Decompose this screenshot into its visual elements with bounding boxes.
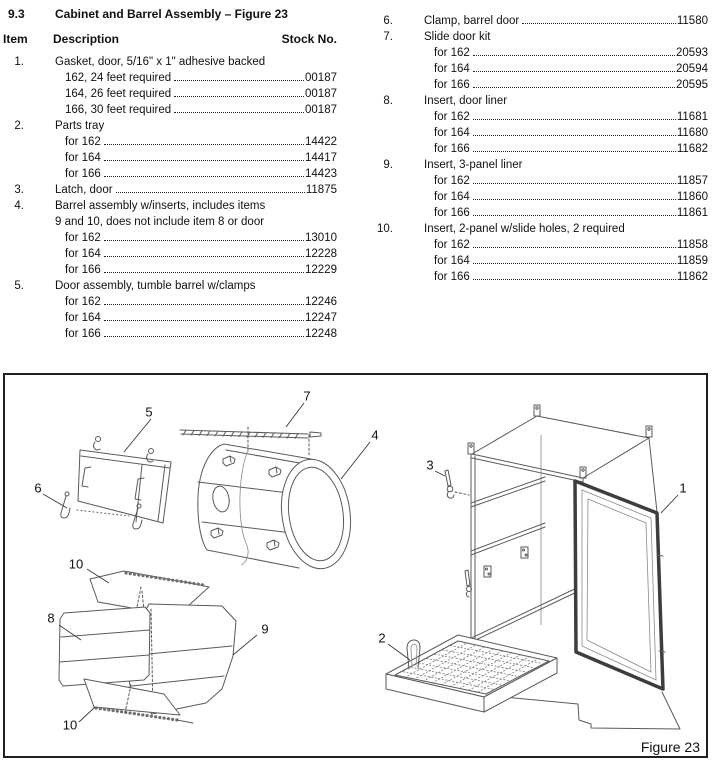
item-number [3, 134, 24, 150]
door-latch-drawing [445, 470, 469, 498]
item-number [3, 86, 24, 102]
parts-row-body [434, 125, 708, 141]
page-title: Cabinet and Barrel Assembly – Figure 23 [55, 7, 288, 21]
parts-row-body [424, 29, 708, 45]
dot-leader [522, 23, 676, 24]
parts-row-body [434, 141, 708, 157]
dot-leader [174, 80, 304, 81]
parts-row [3, 102, 337, 118]
item-number [3, 214, 24, 230]
dot-leader [473, 215, 676, 216]
stock-number: 12248 [305, 328, 337, 340]
stock-number: 11680 [676, 127, 708, 139]
dot-leader [473, 183, 676, 184]
parts-row [360, 253, 708, 269]
exploded-view-drawing [5, 375, 706, 756]
parts-row [3, 134, 337, 150]
item-number [360, 269, 393, 285]
parts-row-body [55, 118, 337, 134]
parts-row [3, 118, 337, 134]
wall-rails-drawing [471, 477, 545, 555]
dot-leader [174, 96, 304, 97]
item-number [360, 253, 393, 269]
cabinet-door-drawing [575, 481, 665, 689]
parts-rows-right [360, 13, 708, 285]
parts-row [3, 214, 337, 230]
parts-row-body [434, 237, 708, 253]
item-number [360, 45, 393, 61]
item-number [360, 205, 393, 221]
stock-number: 20593 [676, 47, 708, 59]
item-number [360, 125, 393, 141]
part-description: for 164 [434, 191, 470, 203]
parts-row-body [55, 182, 337, 198]
callout-10-top: 10 [68, 556, 84, 572]
parts-row [3, 54, 337, 70]
parts-row [3, 182, 337, 198]
item-number [3, 310, 24, 326]
parts-row-body [434, 173, 708, 189]
parts-row-body [434, 189, 708, 205]
parts-row-body [434, 61, 708, 77]
parts-row-body [65, 150, 337, 166]
item-number [360, 173, 393, 189]
dot-leader [473, 151, 676, 152]
parts-row-body [65, 134, 337, 150]
part-description: Barrel assembly w/inserts, includes items [55, 200, 266, 212]
parts-row-body [65, 294, 337, 310]
item-number [360, 189, 393, 205]
parts-row [3, 230, 337, 246]
parts-row-body [65, 230, 337, 246]
parts-row-body [65, 86, 337, 102]
parts-row [360, 189, 708, 205]
parts-row [3, 198, 337, 214]
parts-row [360, 45, 708, 61]
dot-leader [473, 263, 676, 264]
part-description: for 162 [434, 175, 470, 187]
parts-row [360, 173, 708, 189]
parts-row-body [65, 262, 337, 278]
part-description: for 166 [65, 328, 101, 340]
item-number: 9. [383, 159, 393, 171]
parts-row [360, 157, 708, 173]
stock-number: 11682 [676, 143, 708, 155]
section-number: 9.3 [8, 7, 25, 21]
parts-row-body [424, 157, 708, 173]
dot-leader [104, 160, 304, 161]
callout-2: 2 [378, 630, 386, 646]
item-number [3, 150, 24, 166]
part-description: Clamp, barrel door [424, 15, 520, 27]
stock-number: 13010 [305, 232, 337, 244]
parts-row-body [65, 326, 337, 342]
callout-4: 4 [371, 427, 379, 443]
parts-list-right-column [360, 2, 708, 285]
callout-1: 1 [679, 480, 687, 496]
dot-leader [104, 176, 304, 177]
parts-row [360, 61, 708, 77]
part-description: for 166 [434, 79, 470, 91]
parts-tray-drawing [386, 635, 557, 712]
parts-row [3, 262, 337, 278]
item-number: 4. [14, 200, 24, 212]
item-number [3, 246, 24, 262]
part-description: 166, 30 feet required [65, 104, 172, 116]
part-description: for 166 [434, 207, 470, 219]
section-title-row [3, 6, 337, 23]
part-description: for 164 [434, 255, 470, 267]
part-description: for 166 [434, 143, 470, 155]
parts-row-body [424, 93, 708, 109]
stock-number: 14422 [305, 136, 337, 148]
stock-number: 11681 [676, 111, 708, 123]
item-number [3, 294, 24, 310]
parts-row [360, 13, 708, 29]
barrel-drawing [198, 444, 357, 573]
parts-row [360, 29, 708, 45]
dot-leader [473, 247, 676, 248]
stock-number: 11858 [676, 239, 708, 251]
parts-row-body [434, 269, 708, 285]
part-description: for 164 [65, 248, 101, 260]
dot-leader [473, 199, 676, 200]
stock-number: 00187 [305, 88, 337, 100]
slide-strip-drawing [180, 427, 321, 457]
part-description: Insert, door liner [424, 95, 508, 107]
parts-row-body [55, 54, 337, 70]
part-description: Insert, 3-panel liner [424, 159, 523, 171]
item-number: 7. [383, 31, 393, 43]
parts-row-body [65, 246, 337, 262]
part-description: for 162 [434, 111, 470, 123]
part-description: for 164 [65, 312, 101, 324]
dot-leader [473, 87, 675, 88]
part-description: for 162 [65, 136, 101, 148]
item-number [360, 109, 393, 125]
item-number: 2. [14, 120, 24, 132]
stock-number: 11860 [676, 191, 708, 203]
part-description: for 162 [65, 232, 101, 244]
parts-row [360, 237, 708, 253]
item-number [360, 237, 393, 253]
dot-leader [473, 119, 676, 120]
corner-brackets-drawing [468, 405, 652, 478]
part-description: 9 and 10, does not include item 8 or door [55, 216, 265, 228]
part-description: for 164 [434, 63, 470, 75]
parts-row [3, 166, 337, 182]
part-description: for 162 [65, 296, 101, 308]
parts-list-left-column [3, 0, 337, 342]
stock-column-header: Stock No. [281, 32, 337, 46]
item-number [360, 61, 393, 77]
parts-row [3, 326, 337, 342]
parts-row-body [434, 253, 708, 269]
parts-row [360, 205, 708, 221]
part-description: 162, 24 feet required [65, 72, 172, 84]
stock-number: 20594 [676, 63, 708, 75]
parts-row-body [434, 45, 708, 61]
parts-row [360, 93, 708, 109]
item-number [3, 166, 24, 182]
callout-5: 5 [145, 404, 153, 420]
dot-leader [104, 304, 304, 305]
callout-9: 9 [261, 621, 269, 637]
parts-row [3, 310, 337, 326]
item-number [3, 262, 24, 278]
part-description: for 166 [65, 264, 101, 276]
figure-23-diagram [3, 373, 708, 758]
stock-number: 00187 [305, 104, 337, 116]
callout-3: 3 [426, 457, 434, 473]
callout-7: 7 [303, 388, 311, 404]
parts-row [3, 150, 337, 166]
dot-leader [104, 144, 304, 145]
parts-row [3, 86, 337, 102]
dot-leader [473, 135, 676, 136]
door-liner-insert [59, 607, 150, 686]
dot-leader [174, 112, 304, 113]
parts-row [360, 109, 708, 125]
dot-leader [116, 192, 305, 193]
parts-row [3, 278, 337, 294]
barrel-door-panel-drawing [61, 437, 171, 530]
stock-number: 00187 [305, 72, 337, 84]
parts-row-body [434, 205, 708, 221]
stock-number: 12229 [305, 264, 337, 276]
item-number: 3. [14, 184, 24, 196]
stock-number: 20595 [676, 79, 708, 91]
parts-row [360, 269, 708, 285]
item-number: 1. [14, 56, 24, 68]
part-description: Insert, 2-panel w/slide holes, 2 required [424, 223, 625, 235]
stock-number: 11875 [305, 184, 337, 196]
parts-row-body [424, 221, 708, 237]
part-description: for 162 [434, 47, 470, 59]
parts-row-body [55, 278, 337, 294]
figure-label: Figure 23 [640, 739, 700, 755]
stock-number: 14417 [305, 152, 337, 164]
item-number [360, 141, 393, 157]
dot-leader [104, 240, 304, 241]
stock-number: 14423 [305, 168, 337, 180]
parts-row-body [65, 310, 337, 326]
dot-leader [104, 336, 304, 337]
parts-row-body [55, 198, 337, 214]
item-number [360, 77, 393, 93]
stock-number: 11859 [676, 255, 708, 267]
part-description: for 162 [434, 239, 470, 251]
part-description: for 164 [65, 152, 101, 164]
item-number: 8. [383, 95, 393, 107]
dot-leader [473, 71, 675, 72]
stock-number: 12228 [305, 248, 337, 260]
dot-leader [104, 272, 304, 273]
parts-row-body [65, 102, 337, 118]
callout-8: 8 [47, 610, 55, 626]
table-header-row [3, 31, 337, 48]
parts-row [360, 125, 708, 141]
item-number [3, 102, 24, 118]
item-number [3, 70, 24, 86]
parts-row-body [65, 70, 337, 86]
dot-leader [104, 320, 304, 321]
parts-row [3, 294, 337, 310]
part-description: for 166 [65, 168, 101, 180]
part-description: 164, 26 feet required [65, 88, 172, 100]
dot-leader [473, 279, 676, 280]
stock-number: 12246 [305, 296, 337, 308]
part-description: for 166 [434, 271, 470, 283]
parts-row-body [65, 166, 337, 182]
parts-row [360, 141, 708, 157]
parts-rows-left [3, 54, 337, 342]
item-number [3, 230, 24, 246]
parts-row-body [434, 77, 708, 93]
parts-row [360, 221, 708, 237]
item-number [3, 326, 24, 342]
stock-number: 12247 [305, 312, 337, 324]
part-description: for 164 [434, 127, 470, 139]
stock-number: 11861 [676, 207, 708, 219]
liner-inserts-drawing [59, 571, 236, 723]
part-description: Slide door kit [424, 31, 491, 43]
parts-row-body [424, 13, 708, 29]
item-column-header: Item [3, 32, 28, 46]
callout-6: 6 [34, 480, 42, 496]
stock-number: 11857 [676, 175, 708, 187]
part-description: Latch, door [55, 184, 113, 196]
part-description: Parts tray [55, 120, 105, 132]
dot-leader [104, 256, 304, 257]
parts-row [3, 246, 337, 262]
item-number: 5. [14, 280, 24, 292]
stock-number: 11580 [676, 15, 708, 27]
parts-row-body [434, 109, 708, 125]
dot-leader [473, 55, 675, 56]
parts-row-body [55, 214, 337, 230]
item-number: 6. [383, 15, 393, 27]
parts-row [360, 77, 708, 93]
parts-row [3, 70, 337, 86]
callout-10-bottom: 10 [62, 717, 78, 733]
part-description: Door assembly, tumble barrel w/clamps [55, 280, 256, 292]
description-column-header: Description [53, 32, 120, 46]
part-description: Gasket, door, 5/16" x 1" adhesive backed [55, 56, 266, 68]
stock-number: 11862 [676, 271, 708, 283]
item-number: 10. [377, 223, 393, 235]
